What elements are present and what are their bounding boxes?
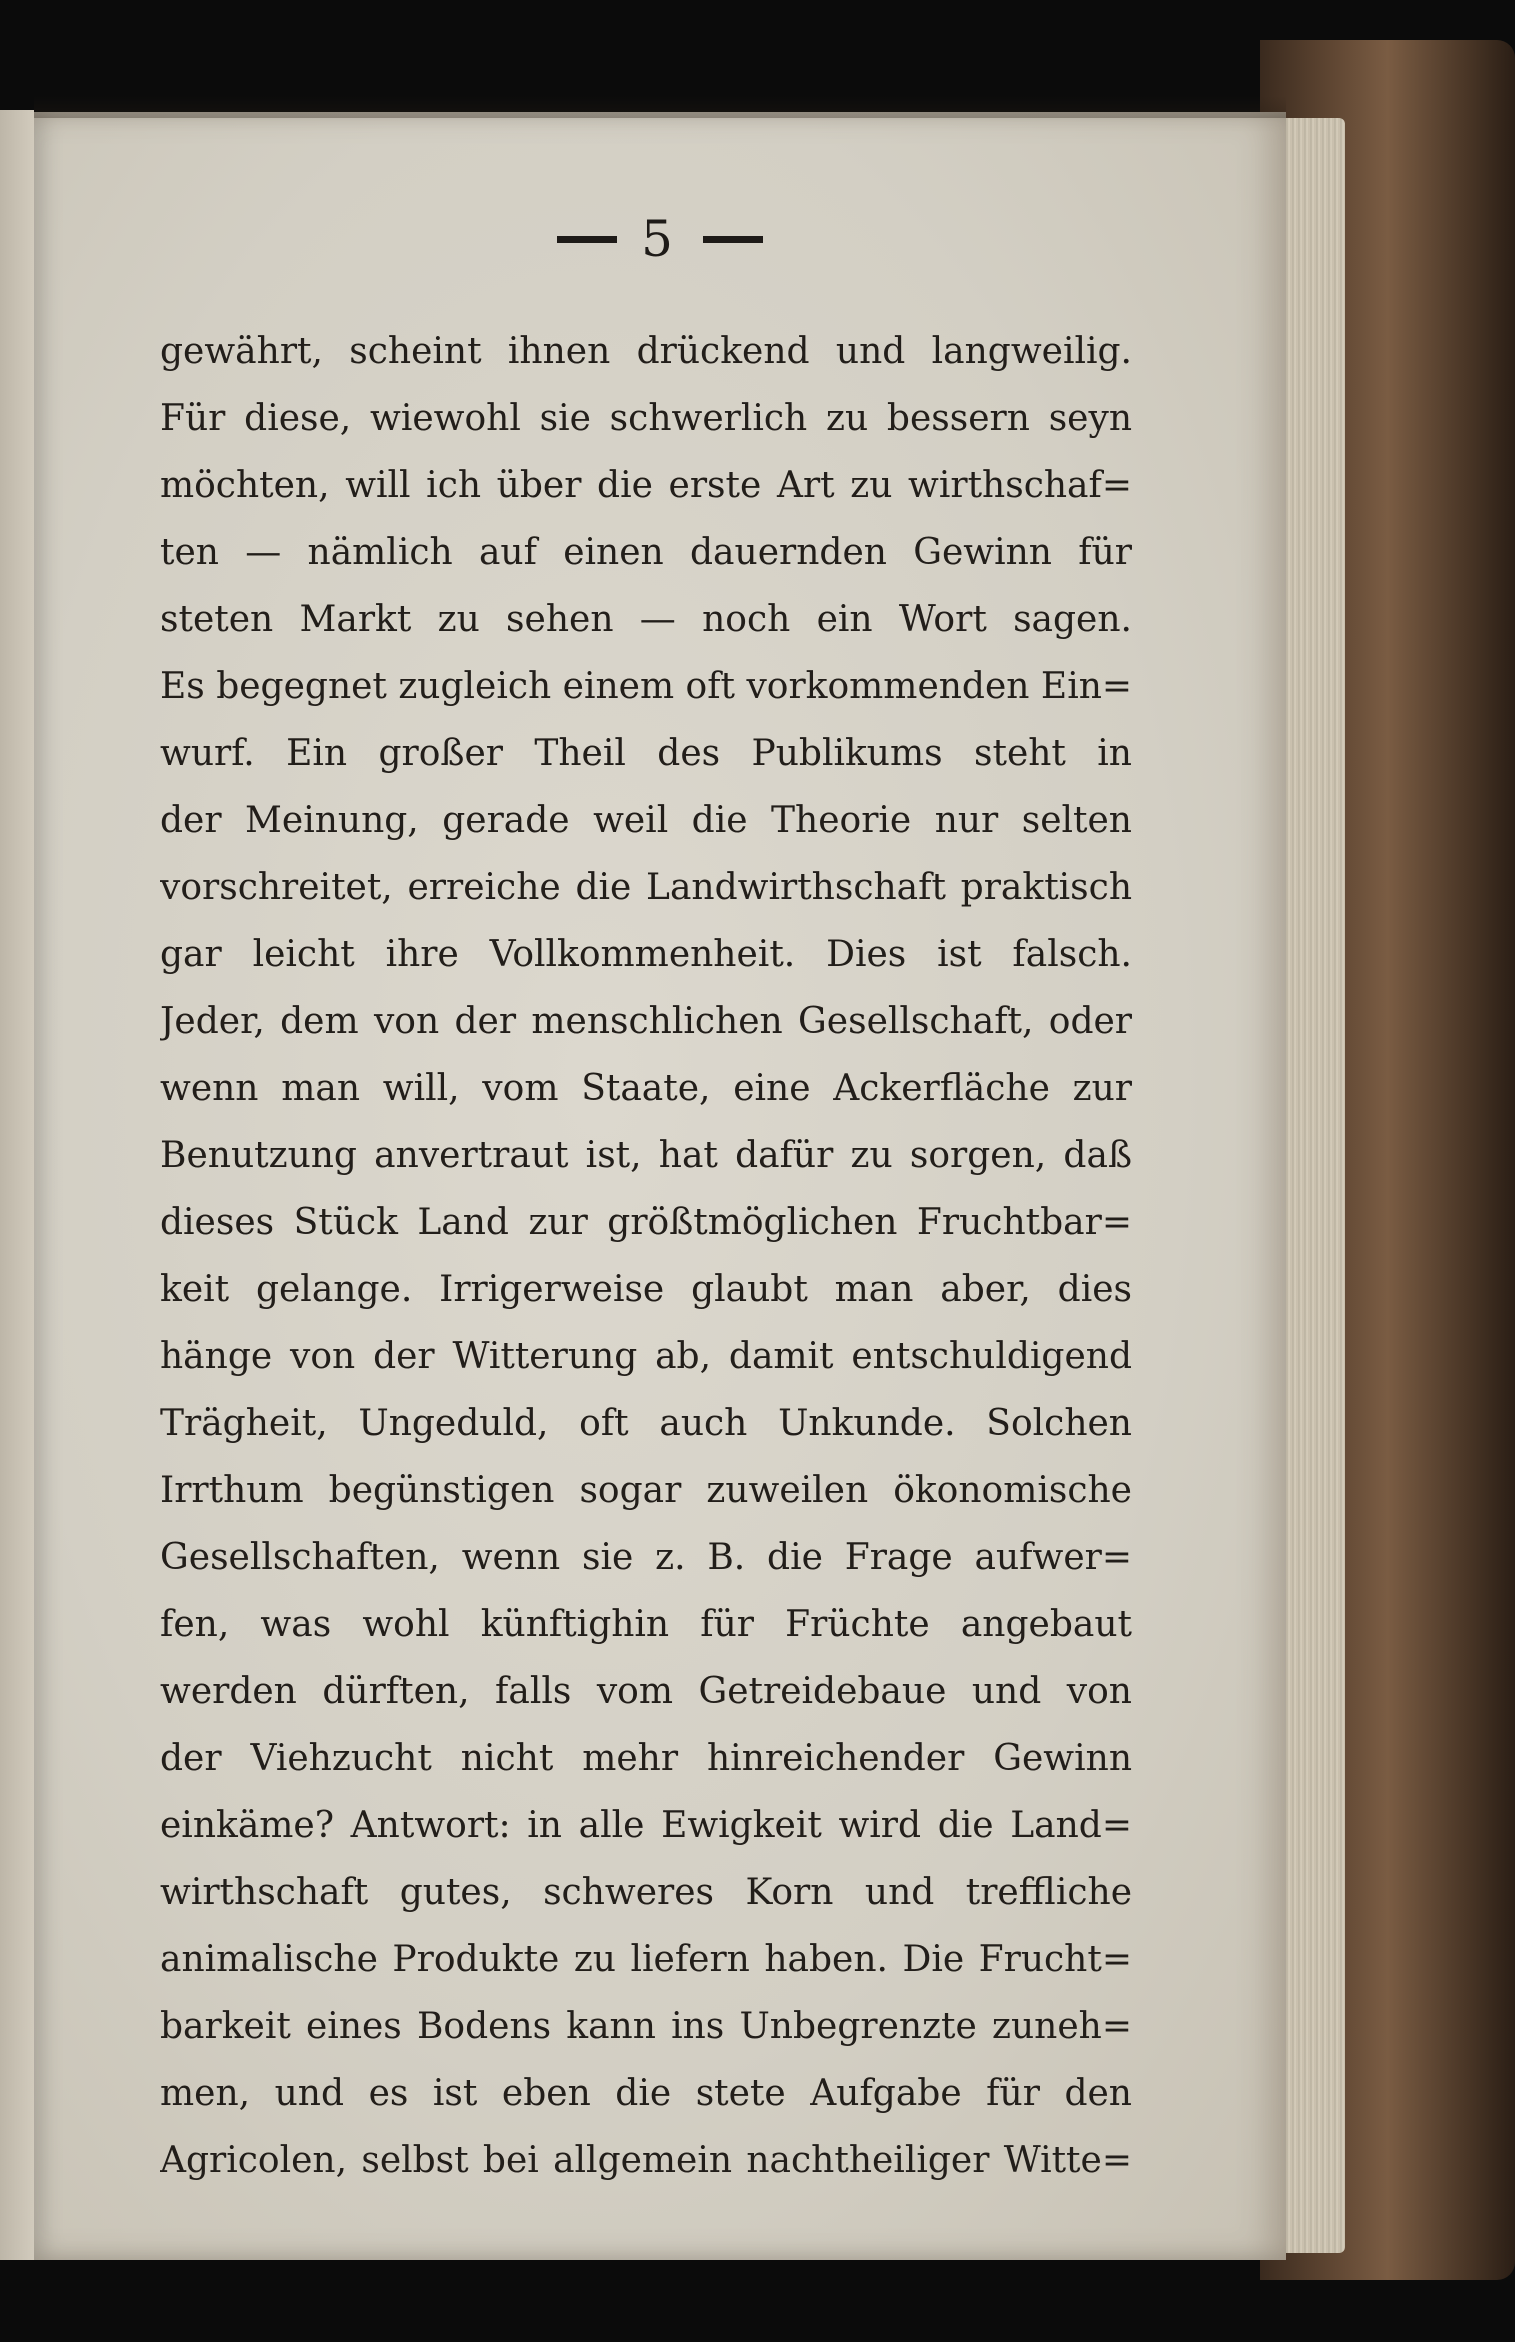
page-top-shadow <box>34 96 1286 118</box>
text-line: Es begegnet zugleich einem oft vorkommenden Ein= <box>160 666 1132 707</box>
text-line: einkäme? Antwort: in alle Ewigkeit wird die Land= <box>160 1805 1132 1846</box>
text-line: werden dürften, falls vom Getreidebaue und von <box>160 1671 1132 1712</box>
text-line: Jeder, dem von der menschlichen Gesellschaft, oder <box>160 1001 1132 1042</box>
previous-page-edge <box>0 110 34 2260</box>
text-line: möchten, will ich über die erste Art zu wirthschaf= <box>160 465 1132 506</box>
page-number: 5 <box>641 210 679 268</box>
text-line: der Viehzucht nicht mehr hinreichender Gewinn <box>160 1738 1132 1779</box>
text-line: ten — nämlich auf einen dauernden Gewinn für <box>160 532 1132 573</box>
text-line: barkeit eines Bodens kann ins Unbegrenzte zuneh= <box>160 2006 1132 2047</box>
body-text <box>160 318 1132 2194</box>
text-line: keit gelange. Irrigerweise glaubt man aber, dies <box>160 1269 1132 1310</box>
text-line: gar leicht ihre Vollkommenheit. Dies ist falsch. <box>160 934 1132 975</box>
header-dash-right <box>703 236 763 243</box>
text-line: animalische Produkte zu liefern haben. Die Frucht= <box>160 1939 1132 1980</box>
text-line: hänge von der Witterung ab, damit entschuldigend <box>160 1336 1132 1377</box>
header-dash-left <box>557 236 617 243</box>
text-line: Irrthum begünstigen sogar zuweilen ökonomische <box>160 1470 1132 1511</box>
text-line: dieses Stück Land zur größtmöglichen Fruchtbar= <box>160 1202 1132 1243</box>
text-line: gewährt, scheint ihnen drückend und langweilig. <box>160 331 1132 372</box>
text-line: Gesellschaften, wenn sie z. B. die Frage aufwer= <box>160 1537 1132 1578</box>
text-line: steten Markt zu sehen — noch ein Wort sagen. <box>160 599 1132 640</box>
text-line: vorschreitet, erreiche die Landwirthschaft praktisch <box>160 867 1132 908</box>
text-line: der Meinung, gerade weil die Theorie nur selten <box>160 800 1132 841</box>
text-line: wurf. Ein großer Theil des Publikums steht in <box>160 733 1132 774</box>
text-line: men, und es ist eben die stete Aufgabe für den <box>160 2073 1132 2114</box>
text-line: Benutzung anvertraut ist, hat dafür zu sorgen, daß <box>160 1135 1132 1176</box>
text-line: Trägheit, Ungeduld, oft auch Unkunde. Solchen <box>160 1403 1132 1444</box>
text-line: Für diese, wiewohl sie schwerlich zu bessern seyn <box>160 398 1132 439</box>
text-line: fen, was wohl künftighin für Früchte angebaut <box>160 1604 1132 1645</box>
page-header <box>34 210 1286 268</box>
text-line: wirthschaft gutes, schweres Korn und treffliche <box>160 1872 1132 1913</box>
text-line: Agricolen, selbst bei allgemein nachtheiliger Witte= <box>160 2140 1132 2181</box>
text-line: wenn man will, vom Staate, eine Ackerfläche zur <box>160 1068 1132 1109</box>
